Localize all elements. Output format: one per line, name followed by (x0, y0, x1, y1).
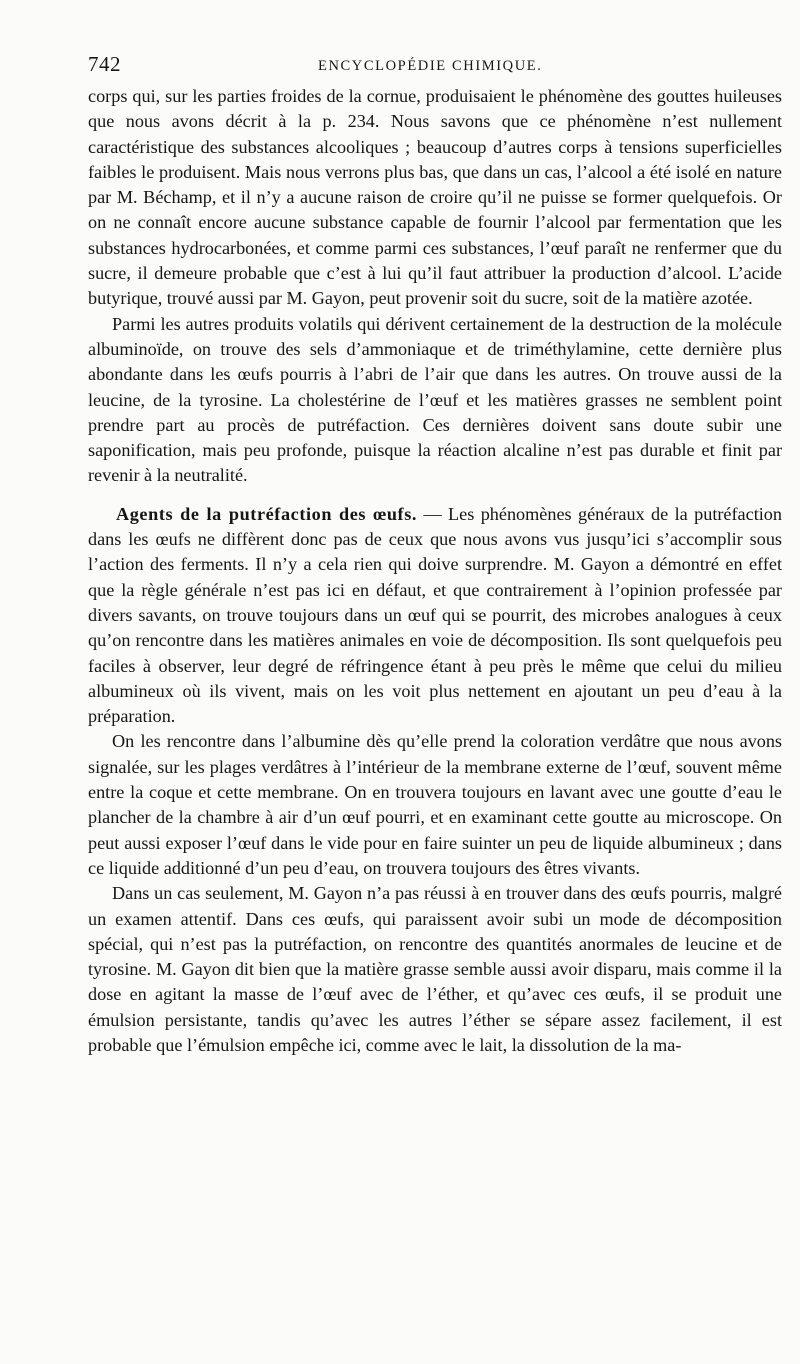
section-first-paragraph-text: Les phénomènes généraux de la putréfaction dans les œufs ne diffèrent donc pas de ceux que nous avons vus jusqu’ici s’accomplir sous l’action des ferments. Il n’y a cela rien qui doive surprendre. M. Gayon a démontré en effet que la règle générale n’est pas ici en défaut, et que contrairement à l’opinion professée par divers savants, on trouve toujours dans un œuf qui se pourrit, des microbes analogues à ceux qu’on rencontre dans les matières animales en voie de décomposition. Ils sont quelquefois peu faciles à observer, leur degré de réfringence étant à peu près le même que celui du milieu albumineux où ils vivent, mais on les voit plus nettement en ajoutant un peu d’eau à la préparation. (88, 503, 782, 727)
section-agents-paragraph (88, 502, 782, 730)
body-text (88, 84, 782, 1058)
paragraph-single-case: Dans un cas seulement, M. Gayon n’a pas réussi à en trouver dans des œufs pourris, malgré un examen attentif. Dans ces œufs, qui paraissent avoir subi un mode de décomposition spécial, qui n’est pas la putréfaction, on rencontre des quantités anormales de leucine et de tyrosine. M. Gayon dit bien que la matière grasse semble aussi avoir disparu, mais comme il la dose en agitant la masse de l’œuf avec de l’éther, et qu’avec ces œufs, il se produit une émulsion persistante, tandis qu’avec les autres l’éther se sépare assez facilement, il est probable que l’émulsion empêche ici, comme avec le lait, la dissolution de la ma- (88, 883, 782, 1055)
paragraph-continued: corps qui, sur les parties froides de la cornue, produisaient le phénomène des gouttes huileuses que nous avons décrit à la p. 234. Nous savons que ce phénomène n’est nullement caractéristique des substances alcooliques ; beaucoup d’autres corps à tensions superficielles faibles le produisent. Mais nous verrons plus bas, que dans un cas, l’alcool a été isolé en nature par M. Béchamp, et il n’y a aucune raison de croire qu’il ne puisse se former quelquefois. Or on ne connaît encore aucune substance capable de fournir l’alcool par fermentation que les substances hydrocarbonées, et comme parmi ces substances, l’œuf paraît ne renfermer que du sucre, il demeure probable que c’est à lui qu’il faut attribuer la production d’alcool. L’acide butyrique, trouvé aussi par M. Gayon, peut provenir soit du sucre, soit de la matière azotée. (88, 86, 782, 309)
section-heading: Agents de la putréfaction des œufs. (116, 503, 418, 524)
paragraph-albumin: On les rencontre dans l’albumine dès qu’elle prend la coloration verdâtre que nous avons signalée, sur les plages verdâtres à l’intérieur de la membrane externe de l’œuf, souvent même entre la coque et cette membrane. On en trouvera toujours en lavant avec une goutte d’eau le plancher de la chambre à air d’un œuf pourri, et en examinant cette goutte au microscope. On peut aussi exposer l’œuf dans le vide pour en faire suinter un peu de liquide albumineux ; dans ce liquide additionné d’un peu d’eau, on trouvera toujours des êtres vivants. (88, 731, 782, 878)
heading-dash: — (417, 503, 449, 524)
page-number: 742 (88, 52, 121, 76)
page-header (88, 52, 788, 84)
running-title: ENCYCLOPÉDIE CHIMIQUE. (318, 58, 543, 74)
paragraph-volatile-products: Parmi les autres produits volatils qui dérivent certainement de la destruction de la molécule albuminoïde, on trouve des sels d’ammoniaque et de triméthylamine, cette dernière plus abondante dans les œufs pourris à l’abri de l’air que dans les autres. On trouve aussi de la leucine, de la tyrosine. La cholestérine de l’œuf et les matières grasses ne semblent point prendre part au procès de putréfaction. Ces dernières doivent sans doute subir une saponification, mais peu profonde, puisque la réaction alcaline n’est pas durable et finit par revenir à la neutralité. (88, 313, 782, 486)
